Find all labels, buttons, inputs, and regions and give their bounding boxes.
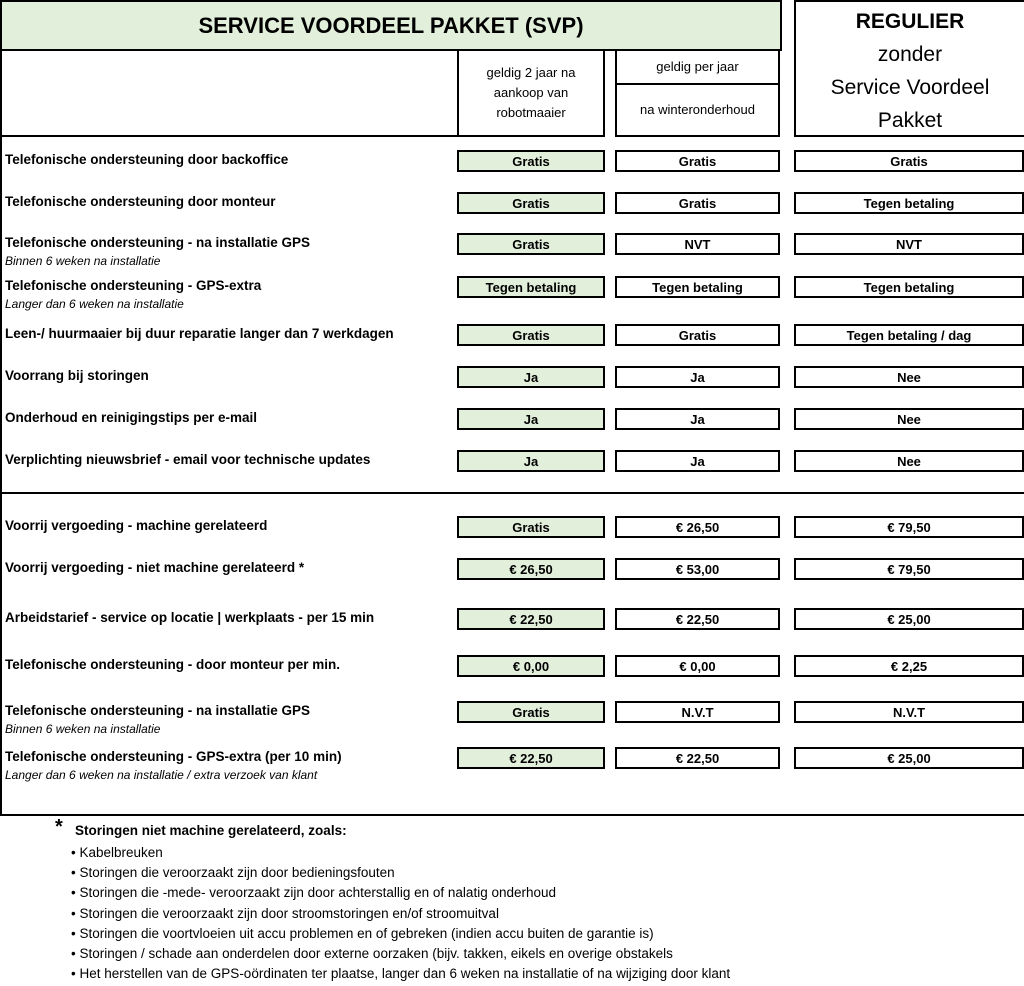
svp-2yr-value: Gratis: [457, 701, 605, 723]
row-label: Leen-/ huurmaaier bij duur reparatie langer dan 7 werkdagen: [5, 326, 394, 341]
section-divider: [0, 492, 1024, 494]
svp-2yr-value: € 22,50: [457, 608, 605, 630]
svp-2yr-value: Gratis: [457, 150, 605, 172]
regulier-line2: Service Voordeel: [830, 76, 990, 99]
row-label: Telefonische ondersteuning - na installatie GPS: [5, 235, 311, 250]
row-sublabel: Langer dan 6 weken na installatie: [5, 297, 184, 311]
svp-yearly-value: Gratis: [615, 192, 780, 214]
row-label: Telefonische ondersteuning - GPS-extra: [5, 278, 262, 293]
svp-title-box: [0, 0, 782, 51]
svp-yearly-value: N.V.T: [615, 701, 780, 723]
regulier-value: Nee: [794, 366, 1024, 388]
header-col2-bottom-text: na winteronderhoud: [640, 102, 755, 117]
regulier-value: Gratis: [794, 150, 1024, 172]
header-regulier: [794, 0, 1024, 137]
header-col2-top: [615, 49, 780, 85]
row-label: Voorrang bij storingen: [5, 368, 149, 383]
footnote-item: • Het herstellen van de GPS-oördinaten ter plaatse, langer dan 6 weken na installatie of na wijziging door klant: [71, 966, 731, 982]
svp-2yr-value: Gratis: [457, 233, 605, 255]
regulier-line3: Pakket: [877, 109, 943, 132]
row-sublabel: Langer dan 6 weken na installatie / extra verzoek van klant: [5, 768, 318, 782]
header-col1-line1: geldig 2 jaar na: [486, 65, 576, 80]
svp-2yr-value: € 22,50: [457, 747, 605, 769]
footnote-title: Storingen niet machine gerelateerd, zoals:: [75, 823, 347, 838]
svp-2yr-value: Gratis: [457, 516, 605, 538]
regulier-value: N.V.T: [794, 701, 1024, 723]
regulier-value: € 2,25: [794, 655, 1024, 677]
svp-yearly-value: Gratis: [615, 150, 780, 172]
svp-2yr-value: Ja: [457, 450, 605, 472]
regulier-value: € 79,50: [794, 516, 1024, 538]
header-col1-line2: aankoop van: [493, 85, 569, 100]
svp-2yr-value: Ja: [457, 366, 605, 388]
svp-2yr-value: Ja: [457, 408, 605, 430]
svp-yearly-value: € 0,00: [615, 655, 780, 677]
header-col2-bottom: [615, 83, 780, 137]
row-label: Telefonische ondersteuning - na installatie GPS: [5, 703, 311, 718]
svp-yearly-value: Tegen betaling: [615, 276, 780, 298]
footnote-star: *: [55, 816, 63, 838]
row-label: Voorrij vergoeding - niet machine gerelateerd *: [5, 560, 305, 575]
svp-yearly-value: NVT: [615, 233, 780, 255]
footnote-item: • Storingen die voortvloeien uit accu problemen en of gebreken (indien accu buiten de garantie is): [71, 925, 654, 941]
svp-2yr-value: Gratis: [457, 192, 605, 214]
footnote-item: • Kabelbreuken: [71, 845, 163, 860]
regulier-title: REGULIER: [855, 10, 965, 33]
row-label: Verplichting nieuwsbrief - email voor technische updates: [5, 452, 371, 467]
row-label: Onderhoud en reinigingstips per e-mail: [5, 410, 258, 425]
svp-title: SERVICE VOORDEEL PAKKET (SVP): [198, 12, 584, 38]
footnote-item: • Storingen die veroorzaakt zijn door stroomstoringen en/of stroomuitval: [71, 905, 499, 921]
svp-2yr-value: € 26,50: [457, 558, 605, 580]
svp-yearly-value: Ja: [615, 408, 780, 430]
row-label: Telefonische ondersteuning - GPS-extra (per 10 min): [5, 749, 342, 764]
footnote-item: • Storingen die -mede- veroorzaakt zijn door achterstallig en of nalatig onderhoud: [71, 885, 557, 901]
footnote-item: • Storingen / schade aan onderdelen door externe oorzaken (bijv. takken, eikels en overige obstakels: [71, 946, 673, 961]
regulier-value: Tegen betaling: [794, 192, 1024, 214]
svp-yearly-value: Ja: [615, 450, 780, 472]
header-left-blank: [0, 49, 459, 137]
svp-2yr-value: € 0,00: [457, 655, 605, 677]
regulier-value: € 25,00: [794, 747, 1024, 769]
header-col2-top-text: geldig per jaar: [656, 59, 739, 74]
regulier-value: Tegen betaling: [794, 276, 1024, 298]
header-col1: [457, 49, 605, 137]
svp-yearly-value: € 22,50: [615, 608, 780, 630]
svp-2yr-value: Tegen betaling: [457, 276, 605, 298]
row-label: Voorrij vergoeding - machine gerelateerd: [5, 518, 268, 533]
svp-yearly-value: Gratis: [615, 324, 780, 346]
svp-yearly-value: Ja: [615, 366, 780, 388]
svp-yearly-value: € 53,00: [615, 558, 780, 580]
row-label: Telefonische ondersteuning door backoffice: [5, 152, 289, 167]
row-sublabel: Binnen 6 weken na installatie: [5, 722, 161, 736]
regulier-line1: zonder: [877, 43, 943, 66]
header-col1-line3: robotmaaier: [496, 105, 566, 120]
regulier-value: Tegen betaling / dag: [794, 324, 1024, 346]
row-sublabel: Binnen 6 weken na installatie: [5, 254, 161, 268]
regulier-value: Nee: [794, 408, 1024, 430]
row-label: Arbeidstarief - service op locatie | werkplaats - per 15 min: [5, 610, 375, 625]
row-label: Telefonische ondersteuning - door monteur per min.: [5, 657, 341, 672]
regulier-value: Nee: [794, 450, 1024, 472]
row-label: Telefonische ondersteuning door monteur: [5, 194, 276, 209]
svp-yearly-value: € 22,50: [615, 747, 780, 769]
svp-2yr-value: Gratis: [457, 324, 605, 346]
regulier-value: NVT: [794, 233, 1024, 255]
regulier-value: € 25,00: [794, 608, 1024, 630]
svp-yearly-value: € 26,50: [615, 516, 780, 538]
footnote-item: • Storingen die veroorzaakt zijn door bedieningsfouten: [71, 865, 395, 881]
regulier-value: € 79,50: [794, 558, 1024, 580]
